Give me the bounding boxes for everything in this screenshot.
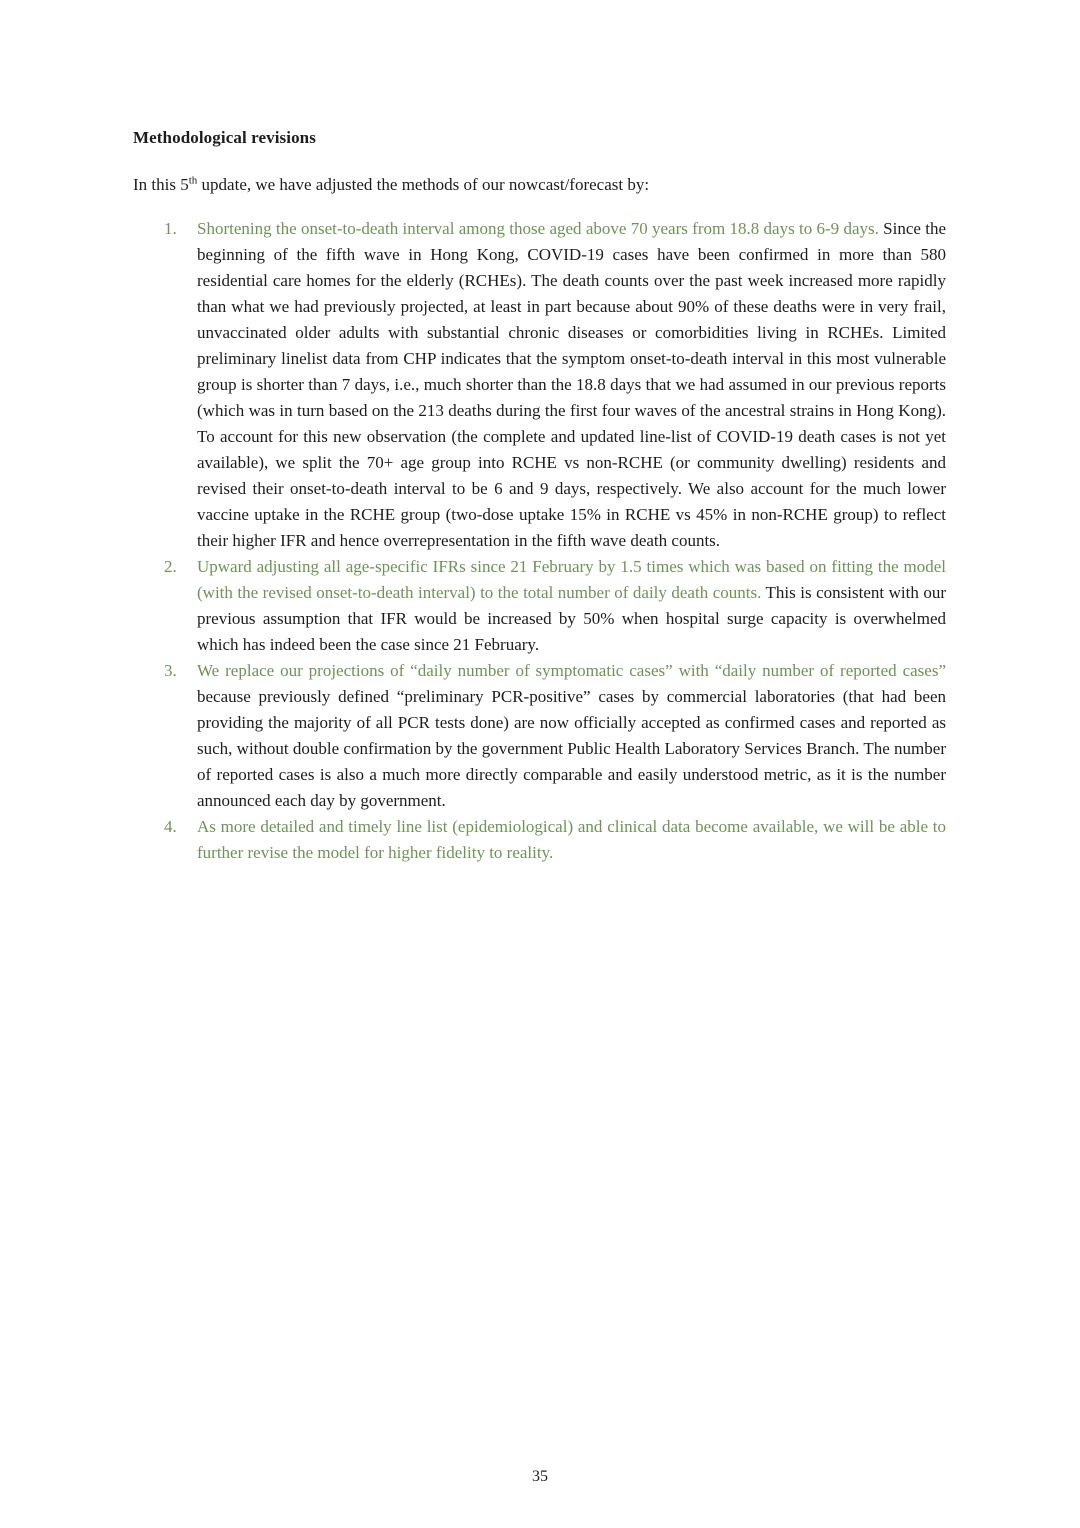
text-segment-green: We replace our projections of “daily number of symptomatic cases” with “daily number of reported cases” [197, 661, 946, 680]
intro-paragraph [133, 172, 946, 198]
list-number: 2. [164, 557, 177, 576]
revision-text [197, 658, 946, 814]
ordinal-superscript: th [188, 174, 198, 187]
page-content [133, 128, 946, 866]
revision-list [164, 216, 946, 866]
revision-item [164, 658, 946, 814]
page-number: 35 [532, 1468, 548, 1485]
text-segment-black: This is consistent with our previous assumption that IFR would be increased by 50% when hospital surge capacity is overwhelmed which has indeed been the case since 21 February. [197, 583, 946, 654]
intro-text-pre: In this 5 [133, 175, 189, 194]
text-segment-green: As more detailed and timely line list (epidemiological) and clinical data become available, we will be able to further revise the model for higher fidelity to reality. [197, 817, 946, 862]
text-segment-black: Since the beginning of the fifth wave in Hong Kong, COVID-19 cases have been confirmed in more than 580 residential care homes for the elderly (RCHEs). The death counts over the past week increased more rapidly than what we had previously projected, at least in part because about 90% of these deaths were in very frail, unvaccinated older adults with substantial chronic diseases or comorbidities living in RCHEs. Limited preliminary linelist data from CHP indicates that the symptom onset-to-death interval in this most vulnerable group is shorter than 7 days, i.e., much shorter than the 18.8 days that we had assumed in our previous reports (which was in turn based on the 213 deaths during the first four waves of the ancestral strains in Hong Kong). To account for this new observation (the complete and updated line-list of COVID-19 death cases is not yet available), we split the 70+ age group into RCHE vs non-RCHE (or community dwelling) residents and revised their onset-to-death interval to be 6 and 9 days, respectively. We also account for the much lower vaccine uptake in the RCHE group (two-dose uptake 15% in RCHE vs 45% in non-RCHE group) to reflect their higher IFR and hence overrepresentation in the fifth wave death counts. [197, 219, 947, 550]
list-number: 3. [164, 661, 177, 680]
text-segment-green: Shortening the onset-to-death interval among those aged above 70 years from 18.8 days to 6-9 days. [197, 219, 884, 238]
revision-item [164, 216, 946, 554]
list-number: 4. [164, 817, 177, 836]
revision-text [197, 216, 946, 554]
text-segment-black: because previously defined “preliminary PCR-positive” cases by commercial laboratories (that had been providing the majority of all PCR tests done) are now officially accepted as confirmed cases and reported as such, without double confirmation by the government Public Health Laboratory Services Branch. The number of reported cases is also a much more directly comparable and easily understood metric, as it is the number announced each day by government. [197, 687, 946, 810]
revision-item [164, 814, 946, 866]
intro-text-post: update, we have adjusted the methods of our nowcast/forecast by: [197, 175, 650, 194]
section-heading: Methodological revisions [133, 128, 316, 147]
text-segment-green: Upward adjusting all age-specific IFRs since 21 February by 1.5 times which was based on fitting the model (with the revised onset-to-death interval) to the total number of daily death counts. [197, 557, 946, 602]
revision-item [164, 554, 946, 658]
revision-text [197, 814, 946, 866]
revision-text [197, 554, 946, 658]
list-number: 1. [164, 219, 177, 238]
